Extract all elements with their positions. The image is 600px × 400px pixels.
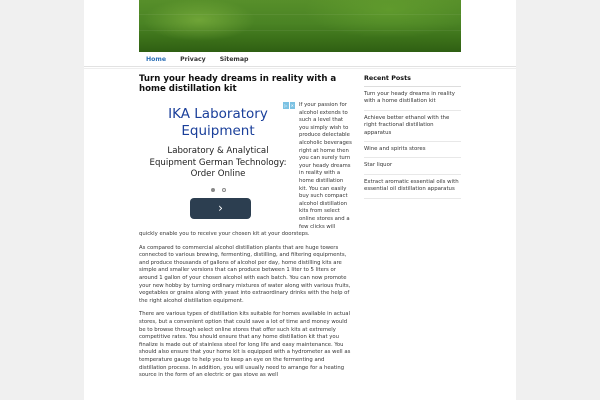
carousel-dot-active[interactable] [211, 188, 215, 192]
recent-posts-title: Recent Posts [364, 74, 411, 82]
recent-post-link[interactable]: Wine and spirits stores [364, 146, 461, 158]
ad-title[interactable]: IKA Laboratory Equipment [168, 106, 268, 139]
carousel-dot[interactable] [222, 188, 226, 192]
sidebar-divider [364, 86, 461, 87]
grass-image [139, 0, 461, 52]
ad-next-button[interactable]: › [190, 198, 251, 219]
page [84, 0, 516, 400]
header-banner [139, 0, 461, 52]
sidebar [364, 74, 461, 203]
post-paragraph: As compared to commercial alcohol distillation plants that are huge towers connected to various brewing, fermenting, distilling, and filtering equipments, and produce thousands of gallons of alcohol per day, home distilling kits are simple and smaller versions that can produce between 1 liter to 5 liters or around 1 gallon of your chosen alcohol with each batch. You can now promote your new hobby by turning ordinary mixtures of water along with various fruits, vegetables or grains along with yeast into extraordinary drinks with the help of the right alcohol distillation equipment. [139, 244, 351, 304]
nav-divider [84, 66, 516, 67]
nav-privacy[interactable]: Privacy [180, 56, 206, 63]
advertisement[interactable] [139, 102, 297, 224]
nav-sitemap[interactable]: Sitemap [219, 56, 249, 63]
main-nav [139, 52, 461, 67]
nav-home[interactable]: Home [146, 56, 167, 63]
recent-post-link[interactable]: Star liquor [364, 162, 461, 174]
recent-post-link[interactable]: Achieve better ethanol with the right fractional distillation apparatus [364, 115, 461, 142]
grass-stripe [139, 30, 461, 31]
nav-divider [84, 68, 516, 69]
post-paragraph: There are various types of distillation kits suitable for homes available in actual stores, but a convenient option that could save a lot of time and money would be to browse through select online stores that offer such kits at extremely competitive rates. You should ensure that any home distillation kit that you finalize is made out of stainless steel for long life and easy maintenance. You should also ensure that your home kit is equipped with a hydrometer as well as temperature gauge to help you to keep an eye on the fermenting and distillation process. In addition, you will usually need to arrange for a heating source in the form of an electric or gas stove as well [139, 311, 351, 379]
recent-post-link[interactable]: Turn your heady dreams in reality with a home distillation kit [364, 91, 461, 111]
post-title[interactable]: Turn your heady dreams in reality with a home distillation kit [139, 74, 337, 94]
grass-stripe [139, 14, 461, 15]
post-paragraph-intro: If your passion for alcohol extends to such a level that you simply wish to produce delectable alcoholic beverages right at home then you can surely turn your heady dreams in reality with a home distillation kit. You can easily buy such compact alcohol distillation kits from select online stores and a few clicks will quickly enable you to receive your chosen kit at your doorsteps. [139, 102, 352, 238]
ad-carousel-dots [139, 188, 297, 192]
ad-body: Laboratory & Analytical Equipment German Technology: Order Online [149, 146, 287, 179]
post-content [139, 74, 353, 386]
recent-post-link[interactable]: Extract aromatic essential oils with essential oil distillation apparatus [364, 179, 461, 199]
adchoices-icon[interactable]: ▷ ✕ [284, 103, 294, 108]
